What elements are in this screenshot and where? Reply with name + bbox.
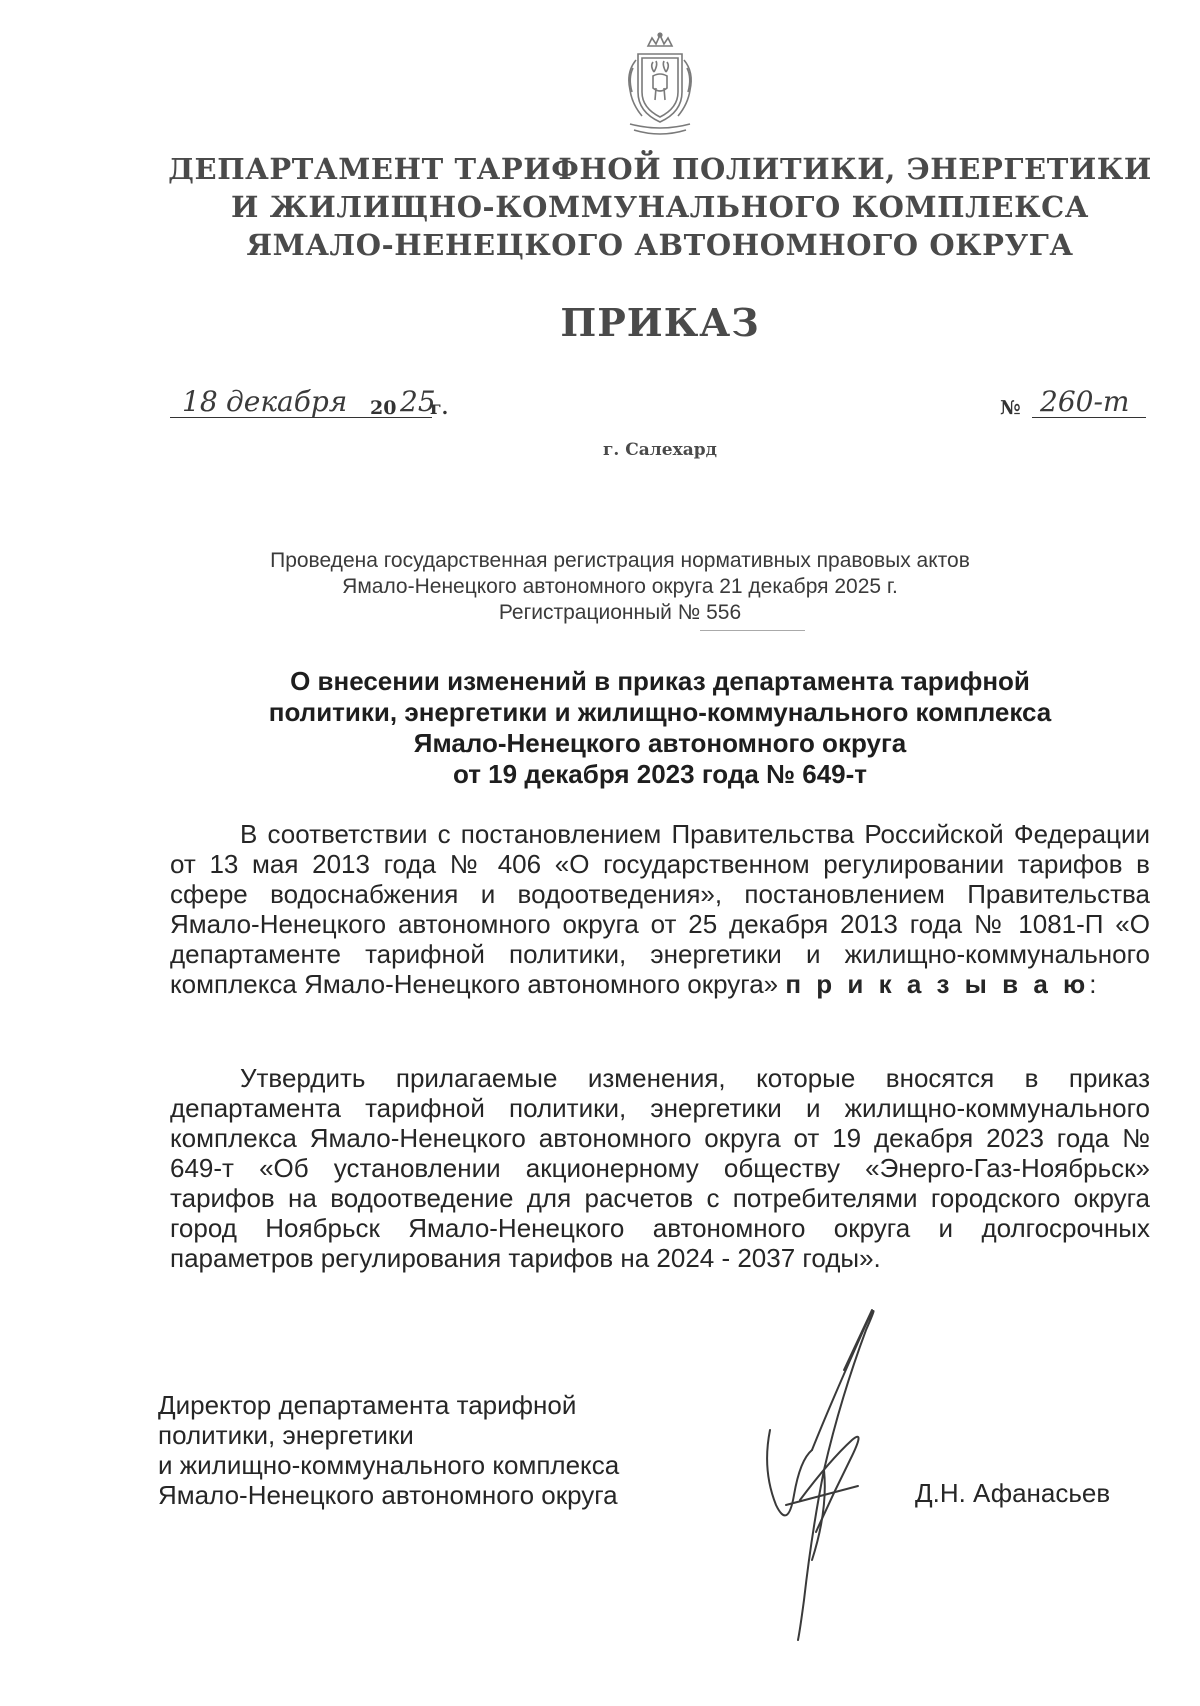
operative-paragraph: Утвердить прилагаемые изменения, которые вносятся в приказ департамента тарифной политики, энергетики и жилищно-коммунального комплекса Ямало-Ненецкого автономного округа от 19 декабря 2023 года № 649-т «Об установлении акционерному обществу «Энерго-Газ-Ноябрьск» тарифов на водоотведение для расчетов с потребителями городского округа город Ноябрьск Ямало-Ненецкого автономного округа и долгосрочных параметров регулирования тарифов на 2024 - 2037 годы».: [170, 1063, 1150, 1273]
date-year-suffix: 25: [400, 385, 436, 418]
signer-position: [158, 1390, 718, 1510]
subject-line: политики, энергетики и жилищно-коммунального комплекса: [268, 697, 1052, 727]
number-underline: [1032, 417, 1146, 418]
order-date: [170, 385, 460, 425]
preamble-paragraph: [170, 819, 1150, 999]
handwritten-signature: [740, 1300, 960, 1650]
number-prefix: №: [1000, 397, 1021, 419]
registration-note: [160, 548, 1080, 626]
registration-line: Проведена государственная регистрация нормативных правовых актов: [270, 549, 970, 572]
department-line: ЯМАЛО-НЕНЕЦКОГО АВТОНОМНОГО ОКРУГА: [246, 228, 1074, 262]
date-month: декабря: [226, 385, 348, 418]
signer-position-line: Директор департамента тарифной: [158, 1390, 577, 1420]
city: г. Салехард: [603, 440, 717, 460]
registration-line: Регистрационный № 556: [498, 601, 742, 624]
registration-line: Ямало-Ненецкого автономного округа 21 декабря 2025 г.: [342, 575, 898, 598]
signer-position-line: Ямало-Ненецкого автономного округа: [158, 1480, 618, 1510]
date-underline: [170, 417, 432, 418]
registration-underline: [700, 630, 805, 631]
order-word: п р и к а з ы в а ю: [785, 969, 1090, 999]
date-year-prefix: 20: [370, 397, 397, 419]
number-value: 260-т: [1040, 385, 1130, 418]
date-year-unit: г.: [430, 397, 449, 419]
date-day: 18: [182, 385, 218, 418]
signer-position-line: политики, энергетики: [158, 1420, 414, 1450]
order-title: ПРИКАЗ: [560, 300, 760, 345]
department-line: ДЕПАРТАМЕНТ ТАРИФНОЙ ПОЛИТИКИ, ЭНЕРГЕТИКИ: [168, 152, 1152, 186]
subject-line: Ямало-Ненецкого автономного округа: [413, 728, 907, 758]
order-subject: [170, 666, 1150, 790]
preamble-colon: :: [1089, 969, 1097, 999]
order-number: [1000, 385, 1150, 425]
department-name: [130, 150, 1190, 264]
signer-name: Д.Н. Афанасьев: [915, 1478, 1111, 1508]
subject-line: от 19 декабря 2023 года № 649-т: [452, 759, 868, 789]
subject-line: О внесении изменений в приказ департамента тарифной: [290, 666, 1030, 696]
preamble-text: В соответствии с постановлением Правительства Российской Федерации от 13 мая 2013 года № 406 «О государственном регулировании тарифов в сфере водоснабжения и водоотведения», постановлением Правительства Ямало-Ненецкого автономного округа от 25 декабря 2013 года № 1081-П «О департаменте тарифной политики, энергетики и жилищно-коммунального комплекса Ямало-Ненецкого автономного округа»: [170, 819, 1150, 999]
signer-position-line: и жилищно-коммунального комплекса: [158, 1450, 620, 1480]
department-line: И ЖИЛИЩНО-КОММУНАЛЬНОГО КОМПЛЕКСА: [231, 190, 1089, 224]
coat-of-arms-icon: [620, 32, 700, 138]
